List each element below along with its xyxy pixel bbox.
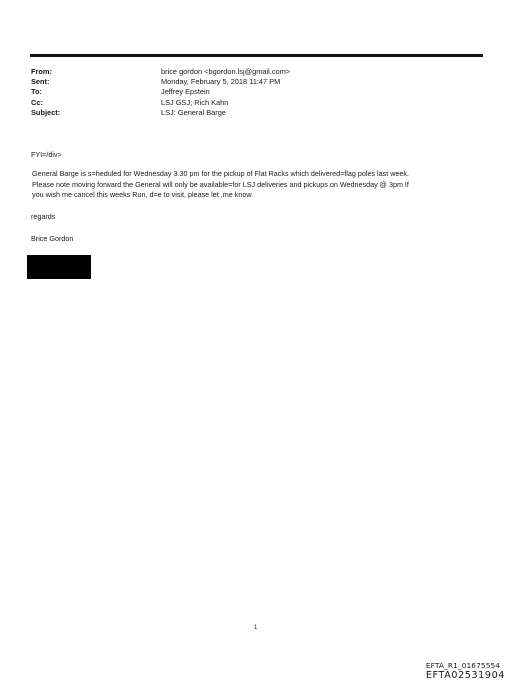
email-body: [31, 150, 491, 244]
from-label: From:: [31, 67, 52, 76]
bates-number-secondary: EFTA02531904: [425, 670, 505, 681]
bates-stamp: [426, 661, 505, 681]
cc-label: Cc:: [31, 97, 43, 107]
signature-name: Brice Gordon: [31, 234, 74, 244]
from-row: [31, 67, 290, 77]
message-line-2: Please note moving forward the General will only be available=for LSJ deliveries and pickups on Wednesday @ 3pm If: [32, 179, 409, 189]
redaction-block: [27, 255, 91, 279]
from-value: brice gordon <bgordon.lsj@gmail.com>: [161, 67, 291, 76]
to-value: Jeffrey Epstein: [161, 87, 210, 97]
fyi-line: FYI=/div>: [31, 150, 62, 159]
sent-row: [31, 77, 290, 87]
message-paragraph: [31, 169, 491, 200]
sent-value: Monday, February 5, 2018 11:47 PM: [161, 77, 281, 87]
email-header: [31, 67, 290, 118]
cc-value: LSJ GSJ; Rich Kahn: [161, 97, 229, 107]
subject-row: [31, 108, 290, 118]
to-row: [31, 87, 290, 97]
header-divider-rule: [30, 54, 483, 57]
regards-closing: regards: [31, 211, 56, 221]
subject-value: LSJ: General Barge: [161, 107, 226, 117]
message-line-3: you wish me cancel this weeks Run, d=e to visit, please let ,me know.: [32, 190, 254, 200]
subject-label: Subject:: [31, 107, 61, 117]
page-number: 1: [254, 625, 258, 631]
bates-number-primary: EFTA_R1_01675554: [425, 661, 501, 670]
to-label: To:: [31, 87, 42, 97]
cc-row: [31, 98, 290, 108]
message-line-1: General Barge is s=heduled for Wednesday 3.30 pm for the pickup of Flat Racks which delivered=flag poles last week.: [32, 169, 410, 179]
sent-label: Sent:: [31, 77, 50, 87]
